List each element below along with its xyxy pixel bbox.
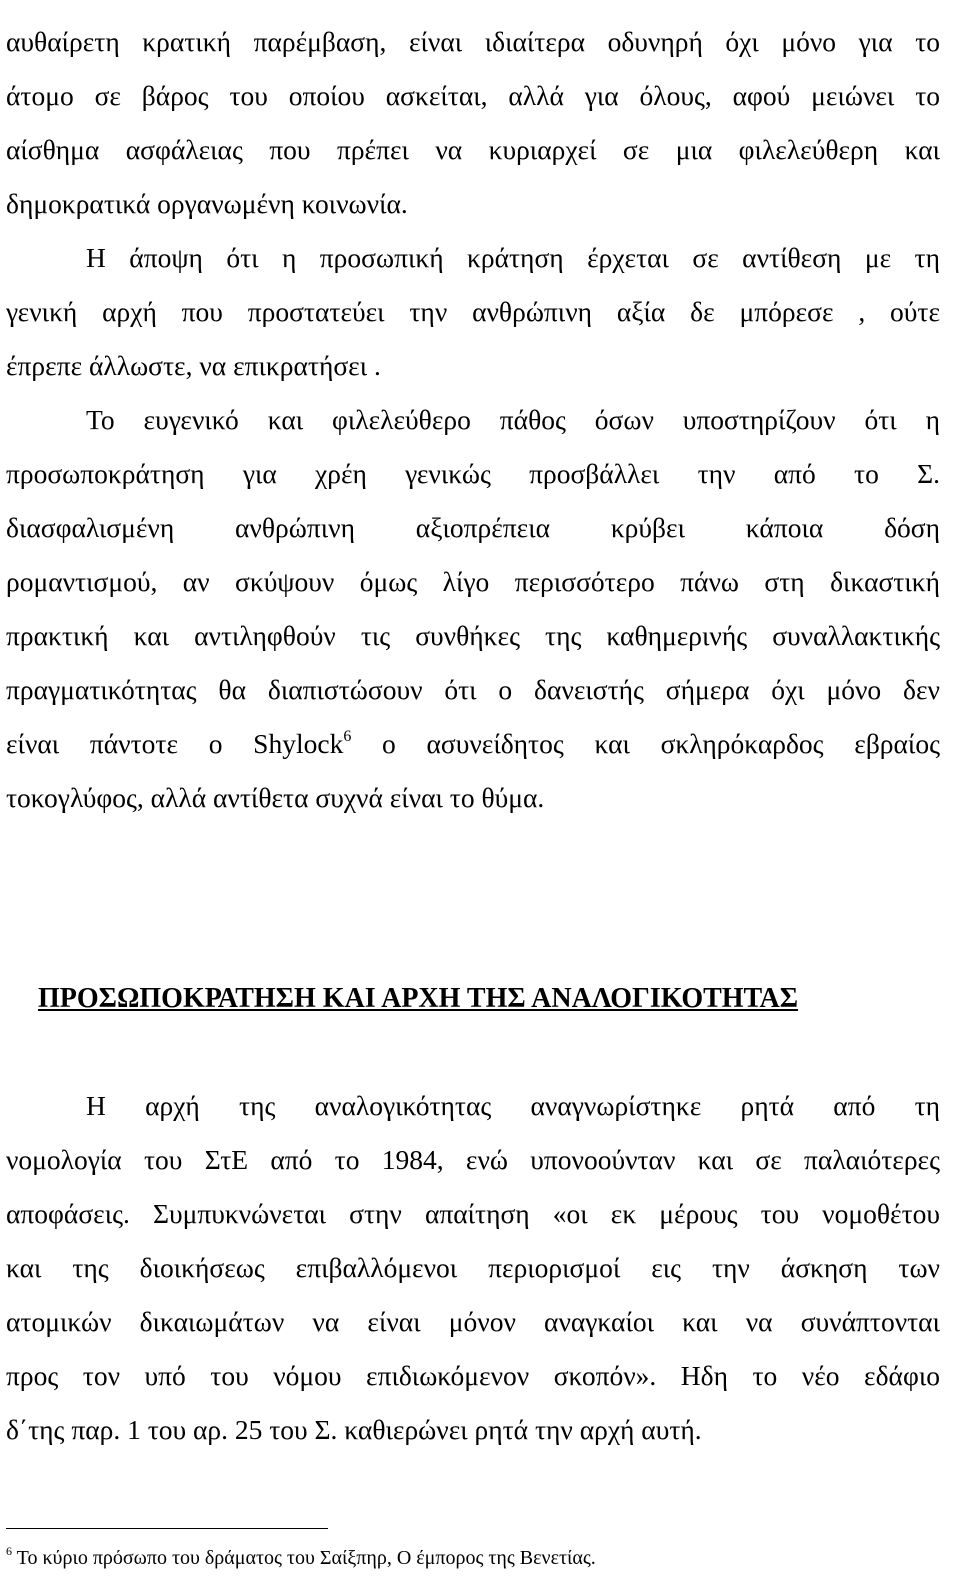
p2-line-1: Η άποψη ότι η προσωπική κράτηση έρχεται σε αντίθεση με τη [86,242,940,273]
p1-line-2: άτομο σε βάρος του οποίου ασκείται, αλλά για όλους, αφού μειώνει το [6,80,940,111]
p1-line-4: δημοκρατικά οργανωμένη κοινωνία. [6,188,408,219]
section-heading: ΠΡΟΣΩΠΟΚΡΑΤΗΣΗ ΚΑΙ ΑΡΧΗ ΤΗΣ ΑΝΑΛΟΓΙΚΟΤΗΤΑΣ [38,983,799,1014]
p3-line-2: προσωποκράτηση για χρέη γενικώς προσβάλλει την από το Σ. [6,458,940,489]
p3-line-1: Το ευγενικό και φιλελεύθερο πάθος όσων υποστηρίζουν ότι η [86,404,940,435]
footnote-divider [6,1528,328,1529]
p3-line-8: τοκογλύφος, αλλά αντίθετα συχνά είναι το θύμα. [6,782,545,813]
p4-line-1: Η αρχή της αναλογικότητας αναγνωρίστηκε ρητά από τη [86,1090,940,1121]
p4-line-4: και της διοικήσεως επιβαλλόμενοι περιορισμοί εις την άσκηση των [6,1252,940,1283]
p4-line-7: δ΄της παρ. 1 του αρ. 25 του Σ. καθιερώνει ρητά την αρχή αυτή. [6,1414,702,1445]
p3-line-5: πρακτική και αντιληφθούν τις συνθήκες της καθημερινής συναλλακτικής [6,620,940,651]
p3-line-3: διασφαλισμένη ανθρώπινη αξιοπρέπεια κρύβει κάποια δόση [6,512,940,543]
p3-line-7-shylock [6,724,940,764]
p4-line-6: προς τον υπό του νόμου επιδιωκόμενον σκοπόν». Ηδη το νέο εδάφιο [6,1360,940,1391]
p3-line-6: πραγματικότητας θα διαπιστώσουν ότι ο δανειστής σήμερα όχι μόνο δεν [6,674,940,705]
footnote [6,1545,936,1571]
p2-line-2: γενική αρχή που προστατεύει την ανθρώπινη αξία δε μπόρεσε , ούτε [6,296,940,327]
shylock-text: είναι πάντοτε ο Shylock [6,728,344,759]
p3-line-4: ρομαντισμού, αν σκύψουν όμως λίγο περισσότερο πάνω στη δικαστική [6,566,940,597]
footnote-reference-marker: 6 [343,727,352,745]
p1-line-3: αίσθημα ασφάλειας που πρέπει να κυριαρχεί σε μια φιλελεύθερη και [6,134,940,165]
p4-line-3: αποφάσεις. Συμπυκνώνεται στην απαίτηση «οι εκ μέρους του νομοθέτου [6,1198,940,1229]
shylock-text-after: ο ασυνείδητος και σκληρόκαρδος εβραίος [351,728,940,759]
p2-line-3: έπρεπε άλλωστε, να επικρατήσει . [6,350,381,381]
footnote-marker: 6 [6,1544,12,1559]
p4-line-5: ατομικών δικαιωμάτων να είναι μόνον αναγκαίοι και να συνάπτονται [6,1306,940,1337]
p4-line-2: νομολογία του ΣτΕ από το 1984, ενώ υπονοούνταν και σε παλαιότερες [6,1144,940,1175]
p1-line-1: αυθαίρετη κρατική παρέμβαση, είναι ιδιαίτερα οδυνηρή όχι μόνο για το [6,26,940,57]
footnote-text: Το κύριο πρόσωπο του δράματος του Σαίξπηρ, Ο έμπορος της Βενετίας. [12,1547,596,1569]
